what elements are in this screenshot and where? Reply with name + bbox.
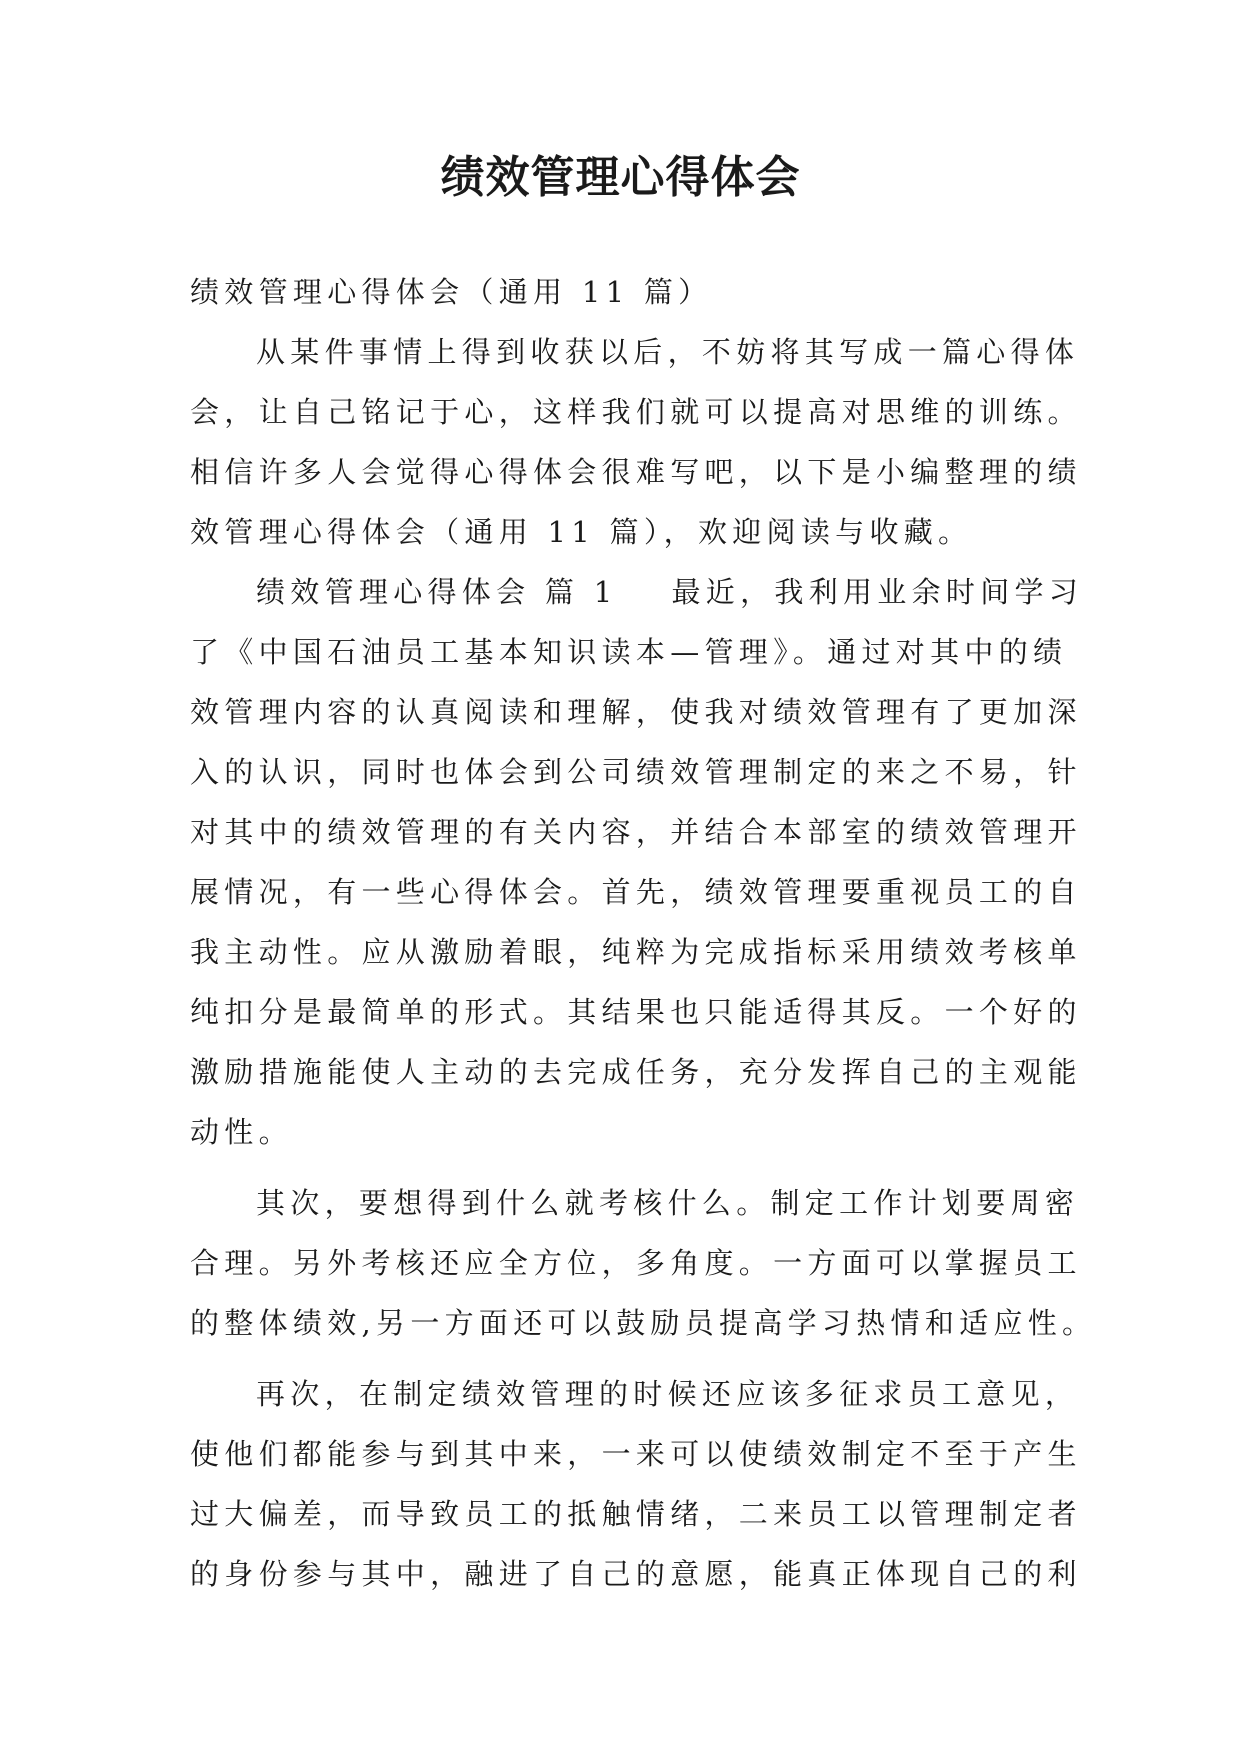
paragraph-line: 过大偏差，而导致员工的抵触情绪，二来员工以管理制定者 (190, 1497, 1082, 1531)
paragraph-line: 的整体绩效,另一方面还可以鼓励员提高学习热情和适应性。 (190, 1306, 1097, 1340)
paragraph-text: 最近，我利用业余时间学习 (671, 575, 1084, 609)
paragraph-line: 对其中的绩效管理的有关内容，并结合本部室的绩效管理开 (190, 815, 1082, 849)
paragraph-3 (190, 1364, 1082, 1604)
paragraph-line: 的身份参与其中，融进了自己的意愿，能真正体现自己的利 (190, 1557, 1082, 1591)
paragraph-line: 其次，要想得到什么就考核什么。制定工作计划要周密 (256, 1186, 1080, 1220)
paragraph-line: 合理。另外考核还应全方位，多角度。一方面可以掌握员工 (190, 1246, 1082, 1280)
paragraph-line: 效管理心得体会（通用 11 篇），欢迎阅读与收藏。 (190, 515, 973, 549)
paragraph-line: 效管理内容的认真阅读和理解，使我对绩效管理有了更加深 (190, 695, 1082, 729)
subtitle-line: 绩效管理心得体会（通用 11 篇） (190, 275, 713, 309)
paragraph-line: 动性。 (190, 1115, 293, 1149)
paragraph-line: 了《中国石油员工基本知识读本—管理》。通过对其中的绩 (190, 635, 1068, 669)
section-1-first-line (190, 562, 1084, 622)
intro-paragraph (190, 322, 1082, 562)
paragraph-line: 纯扣分是最简单的形式。其结果也只能适得其反。一个好的 (190, 995, 1082, 1029)
paragraph-line: 从某件事情上得到收获以后，不妨将其写成一篇心得体 (256, 335, 1080, 369)
section-heading: 绩效管理心得体会 篇 1 (256, 575, 618, 609)
paragraph-line: 会，让自己铭记于心，这样我们就可以提高对思维的训练。 (190, 395, 1082, 429)
document-body (190, 262, 1097, 1604)
paragraph-line: 再次，在制定绩效管理的时候还应该多征求员工意见， (256, 1377, 1080, 1411)
paragraph-line: 使他们都能参与到其中来，一来可以使绩效制定不至于产生 (190, 1437, 1082, 1471)
document-title: 绩效管理心得体会 (440, 152, 801, 203)
paragraph-line: 我主动性。应从激励着眼，纯粹为完成指标采用绩效考核单 (190, 935, 1082, 969)
paragraph-line: 激励措施能使人主动的去完成任务，充分发挥自己的主观能 (190, 1055, 1082, 1089)
paragraph-line: 展情况，有一些心得体会。首先，绩效管理要重视员工的自 (190, 875, 1082, 909)
paragraph-line: 入的认识，同时也体会到公司绩效管理制定的来之不易，针 (190, 755, 1082, 789)
paragraph-line: 相信许多人会觉得心得体会很难写吧，以下是小编整理的绩 (190, 455, 1082, 489)
paragraph-2 (190, 1173, 1097, 1353)
section-1-paragraph (190, 562, 1084, 1162)
